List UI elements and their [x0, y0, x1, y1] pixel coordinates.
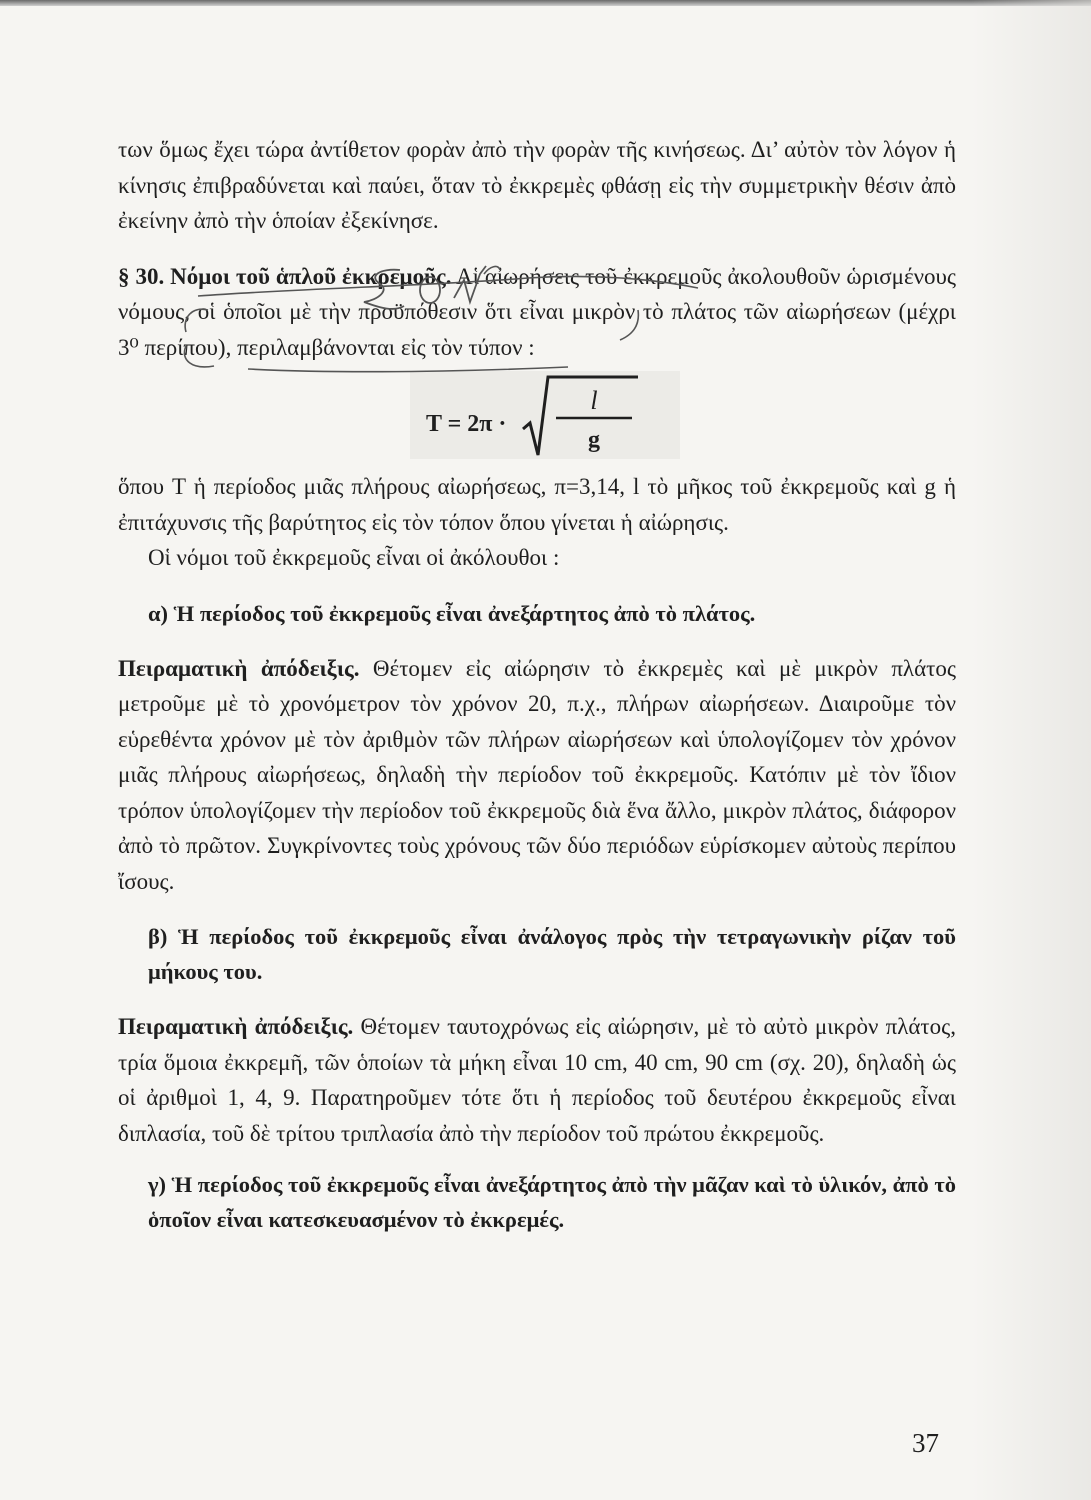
law-b-heading: β) Ἡ περίοδος τοῦ ἐκκρεμοῦς εἶναι ἀνάλογος πρὸς τὴν τετραγωνικὴν ρίζαν τοῦ μήκους του. [148, 924, 956, 984]
law-a-heading: α) Ἡ περίοδος τοῦ ἐκκρεμοῦς εἶναι ἀνεξάρτητος ἀπὸ τὸ πλάτος. [148, 600, 756, 626]
pencil-annotation-scribble [168, 248, 728, 378]
pendulum-period-formula [410, 371, 680, 459]
section-text: Αἱ αἰωρήσεις τοῦ ἐκκρεμοῦς ἀκολουθοῦν ὡρισμένους νόμους, οἱ ὁποῖοι μὲ τὴν προϋπόθεσιν ὅτι εἶναι μικρὸν τὸ πλάτος τῶν αἰωρήσεων (μέχρι 3⁰ περίπου), περιλαμβάνονται εἰς τὸν τύπον : [118, 263, 957, 360]
formula-explanation: ὅπου T ἡ περίοδος μιᾶς πλήρους αἰωρήσεως, π=3,14, l τὸ μῆκος τοῦ ἐκκρεμοῦς καὶ g ἡ ἐπιτάχυνσις τῆς βαρύτητος εἰς τὸν τόπον ὅπου γίνεται ἡ αἰώρησις. [118, 474, 956, 535]
proof-a-label: Πειραματικὴ ἀπόδειξις. [118, 655, 360, 681]
intro-paragraph: των ὅμως ἔχει τώρα ἀντίθετον φορὰν ἀπὸ τὴν φορὰν τῆς κινήσεως. Δι’ αὐτὸν τὸν λόγον ἡ κίνησις ἐπιβραδύνεται καὶ παύει, ὅταν τὸ ἐκκρεμὲς φθάσῃ εἰς τὴν συμμετρικὴν θέσιν ἀπὸ ἐκείνην ἀπὸ τὴν ὁποίαν ἐξεκίνησε. [118, 137, 956, 233]
proof-b-paragraph [118, 1009, 956, 1151]
laws-intro: Οἱ νόμοι τοῦ ἐκκρεμοῦς εἶναι οἱ ἀκόλουθοι : [148, 545, 560, 570]
formula-graphic [410, 371, 680, 459]
proof-a-text: Θέτομεν εἰς αἰώρησιν τὸ ἐκκρεμὲς καὶ μὲ μικρὸν πλάτος μετροῦμε μὲ τὸ χρονόμετρον τὸν χρόνον 20, π.χ., πλήρων αἰωρήσεων. Διαιροῦμε τὸν εὑρεθέντα χρόνον μὲ τὸν ἀριθμὸν τῶν πλήρων αἰωρήσεων καὶ ὑπολογίζομεν τὸν χρόνον μιᾶς πλήρους αἰωρήσεως, δηλαδὴ τὴν περίοδον τοῦ ἐκκρεμοῦς. Κατόπιν μὲ τὸν ἴδιον τρόπον ὑπολογίζομεν τὴν περίοδον τοῦ ἐκκρεμοῦς διὰ ἕνα ἄλλο, μικρὸν πλάτος, διάφορον ἀπὸ τὸ πρῶτον. Συγκρίνοντες τοὺς χρόνους τῶν δύο περιόδων εὑρίσκομεν αὐτοὺς περίπου ἴσους. [118, 655, 956, 894]
law-c-heading: γ) Ἡ περίοδος τοῦ ἐκκρεμοῦς εἶναι ἀνεξάρτητος ἀπὸ τὴν μᾶζαν καὶ τὸ ὑλικόν, ἀπὸ τὸ ὁποῖον εἶναι κατεσκευασμένον τὸ ἐκκρεμές. [148, 1172, 956, 1232]
scan-page-shadow [971, 0, 1091, 1500]
formula-denominator: g [588, 427, 600, 453]
section-title: § 30. Νόμοι τοῦ ἁπλοῦ ἐκκρεμοῦς. [118, 263, 452, 289]
proof-a-paragraph [118, 651, 956, 900]
proof-b-label: Πειραματικὴ ἀπόδειξις. [118, 1014, 354, 1039]
square-root-sign [523, 377, 638, 455]
formula-lhs: T = 2π · [426, 411, 507, 437]
pencil-strikethrough [248, 361, 578, 381]
proof-b-text: Θέτομεν ταυτοχρόνως εἰς αἰώρησιν, μὲ τὸ αὐτὸ μικρὸν πλάτος, τρία ὅμοια ἐκκρεμῆ, τῶν ὁποίων τὰ μήκη εἶναι 10 cm, 40 cm, 90 cm (σχ. 20), δηλαδὴ ὡς οἱ ἀριθμοὶ 1, 4, 9. Παρατηροῦμεν τότε ὅτι ἡ περίοδος τοῦ δευτέρου ἐκκρεμοῦς εἶναι διπλασία, τοῦ δὲ τρίτου τριπλασία ἀπὸ τὴν περίοδον τοῦ πρώτου ἐκκρεμοῦς. [118, 1014, 956, 1146]
formula-numerator: l [590, 386, 598, 415]
scan-top-edge [0, 0, 1091, 6]
page-number: 37 [912, 1428, 939, 1458]
